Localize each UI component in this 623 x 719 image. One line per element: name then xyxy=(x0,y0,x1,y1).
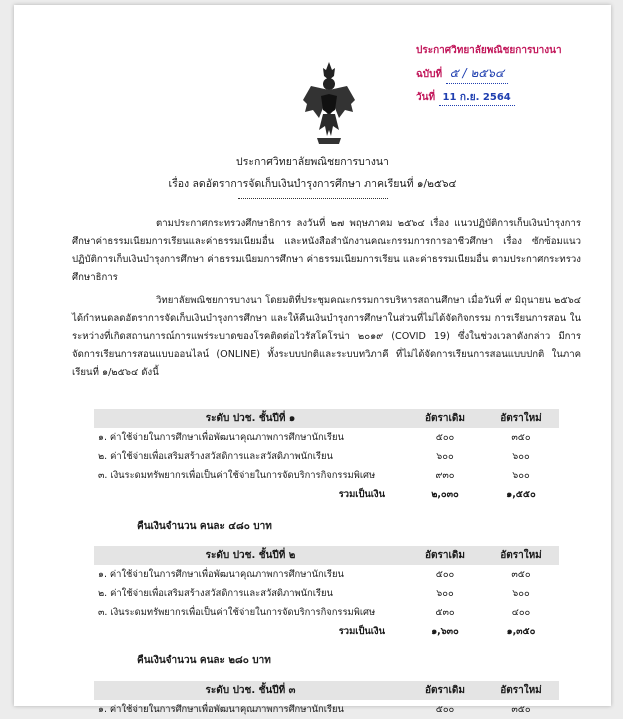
garuda-emblem xyxy=(301,60,357,146)
total-old: ๒,๐๓๐ xyxy=(431,489,459,500)
fee-table-year-1 xyxy=(94,409,559,504)
reference-number-label: ฉบับที่ xyxy=(416,69,443,80)
paragraph-resolution xyxy=(72,292,581,382)
reference-date-value: 11 ก.ย. 2564 xyxy=(439,90,515,106)
announcement-header xyxy=(14,153,611,199)
old-rate-heading: อัตราเดิม xyxy=(407,409,483,428)
reference-date-label: วันที่ xyxy=(416,92,436,103)
table-row xyxy=(94,603,559,622)
table-header-row xyxy=(94,546,559,565)
table-header-row xyxy=(94,409,559,428)
reference-issuer: ประกาศวิทยาลัยพณิชยการบางนา xyxy=(416,45,562,56)
fee-item: ๑. ค่าใช้จ่ายในการศึกษาเพื่อพัฒนาคุณภาพการศึกษานักเรียน xyxy=(98,432,344,443)
total-old: ๑,๖๓๐ xyxy=(431,626,459,637)
total-new: ๑,๓๕๐ xyxy=(506,626,536,637)
reference-number-value: ๕ / ๒๕๖๔ xyxy=(446,64,508,84)
fee-item: ๑. ค่าใช้จ่ายในการศึกษาเพื่อพัฒนาคุณภาพการศึกษานักเรียน xyxy=(98,704,344,715)
fee-item: ๒. ค่าใช้จ่ายเพื่อเสริมสร้างสวัสดิการและสวัสดิภาพนักเรียน xyxy=(98,451,333,462)
fee-table-year-2 xyxy=(94,546,559,641)
total-label: รวมเป็นเงิน xyxy=(338,489,385,500)
old-amount: ๖๐๐ xyxy=(436,588,454,599)
old-amount: ๖๐๐ xyxy=(436,451,454,462)
table-row xyxy=(94,428,559,447)
level-heading: ระดับ ปวช. ชั้นปีที่ ๑ xyxy=(94,409,407,428)
table-row xyxy=(94,565,559,584)
paragraph-2-text: วิทยาลัยพณิชยการบางนา โดยมติที่ประชุมคณะกรรมการบริหารสถานศึกษา เมื่อวันที่ ๙ มิถุนายน ๒๕๖๔ ได้กำหนดลดอัตราการจัดเก็บเงินบำรุงการศึกษา และให้คืนเงินบำรุงการศึกษาในส่วนที่ไม่ได้จัดกิจกรรม การเรียนการสอน ในระหว่างที่เกิดสถานการณ์การแพร่ระบาดของโรคติดต่อไวรัสโคโรน่า ๒๐๑๙ (COVID 19) ซึ่งในช่วงเวลาดังกล่าว มีการจัดการเรียนการสอนแบบออนไลน์ (ONLINE) ทั้งระบบปกติและระบบทวิภาคี ที่ไม่ได้จัดการเรียนการสอนแบบปกติ ในภาคเรียนที่ ๑/๒๕๖๔ ดังนี้ xyxy=(72,295,581,378)
old-amount: ๕๐๐ xyxy=(435,569,455,580)
paragraph-1-text: ตามประกาศกระทรวงศึกษาธิการ ลงวันที่ ๒๗ พฤษภาคม ๒๕๖๔ เรื่อง แนวปฏิบัติการเก็บเงินบำรุงการศึกษาค่าธรรมเนียมการเรียนและค่าธรรมเนียมอื่น และหนังสือสำนักงานคณะกรรมการการอาชีวศึกษา เรื่อง ซักซ้อมแนวปฏิบัติการเก็บเงินบำรุงการศึกษา ค่าธรรมเนียมการศึกษา ค่าธรรมเนียมการเรียน และค่าธรรมเนียมอื่น ตามประกาศกระทรวงศึกษาธิการ xyxy=(72,218,581,283)
new-amount: ๓๕๐ xyxy=(511,432,531,443)
new-amount: ๓๕๐ xyxy=(511,704,531,715)
table-row xyxy=(94,700,559,719)
new-rate-heading: อัตราใหม่ xyxy=(483,681,559,700)
table-total-row xyxy=(94,485,559,504)
fee-item: ๑. ค่าใช้จ่ายในการศึกษาเพื่อพัฒนาคุณภาพการศึกษานักเรียน xyxy=(98,569,344,580)
level-heading: ระดับ ปวช. ชั้นปีที่ ๓ xyxy=(94,681,407,700)
new-rate-heading: อัตราใหม่ xyxy=(483,546,559,565)
fee-table-year-3 xyxy=(94,681,559,719)
fee-item: ๓. เงินระดมทรัพยากรเพื่อเป็นค่าใช้จ่ายในการจัดบริการกิจกรรมพิเศษ xyxy=(98,607,376,618)
fee-item: ๒. ค่าใช้จ่ายเพื่อเสริมสร้างสวัสดิการและสวัสดิภาพนักเรียน xyxy=(98,588,333,599)
old-amount: ๕๐๐ xyxy=(435,432,455,443)
table-row xyxy=(94,447,559,466)
old-rate-heading: อัตราเดิม xyxy=(407,681,483,700)
paragraph-reference xyxy=(72,215,581,287)
old-amount: ๙๓๐ xyxy=(435,470,455,481)
total-label: รวมเป็นเงิน xyxy=(338,626,385,637)
table-row xyxy=(94,584,559,603)
table-row xyxy=(94,466,559,485)
table-total-row xyxy=(94,622,559,641)
new-amount: ๖๐๐ xyxy=(512,470,530,481)
new-amount: ๖๐๐ xyxy=(512,588,530,599)
reference-block xyxy=(416,43,581,112)
refund-year-2: คืนเงินจำนวน คนละ ๒๘๐ บาท xyxy=(137,655,271,666)
new-rate-heading: อัตราใหม่ xyxy=(483,409,559,428)
level-heading: ระดับ ปวช. ชั้นปีที่ ๒ xyxy=(94,546,407,565)
announcement-subject: เรื่อง ลดอัตราการจัดเก็บเงินบำรุงการศึกษา ภาคเรียนที่ ๑/๒๕๖๔ xyxy=(168,178,457,190)
new-amount: ๔๐๐ xyxy=(511,607,531,618)
document-page xyxy=(14,5,611,715)
fee-item: ๓. เงินระดมทรัพยากรเพื่อเป็นค่าใช้จ่ายในการจัดบริการกิจกรรมพิเศษ xyxy=(98,470,376,481)
announcement-org: ประกาศวิทยาลัยพณิชยการบางนา xyxy=(236,156,389,168)
table-header-row xyxy=(94,681,559,700)
old-amount: ๕๐๐ xyxy=(435,704,455,715)
new-amount: ๓๕๐ xyxy=(511,569,531,580)
refund-year-1: คืนเงินจำนวน คนละ ๔๘๐ บาท xyxy=(137,521,272,532)
title-divider xyxy=(238,197,388,199)
old-rate-heading: อัตราเดิม xyxy=(407,546,483,565)
old-amount: ๕๓๐ xyxy=(435,607,455,618)
new-amount: ๖๐๐ xyxy=(512,451,530,462)
total-new: ๑,๕๕๐ xyxy=(506,489,536,500)
